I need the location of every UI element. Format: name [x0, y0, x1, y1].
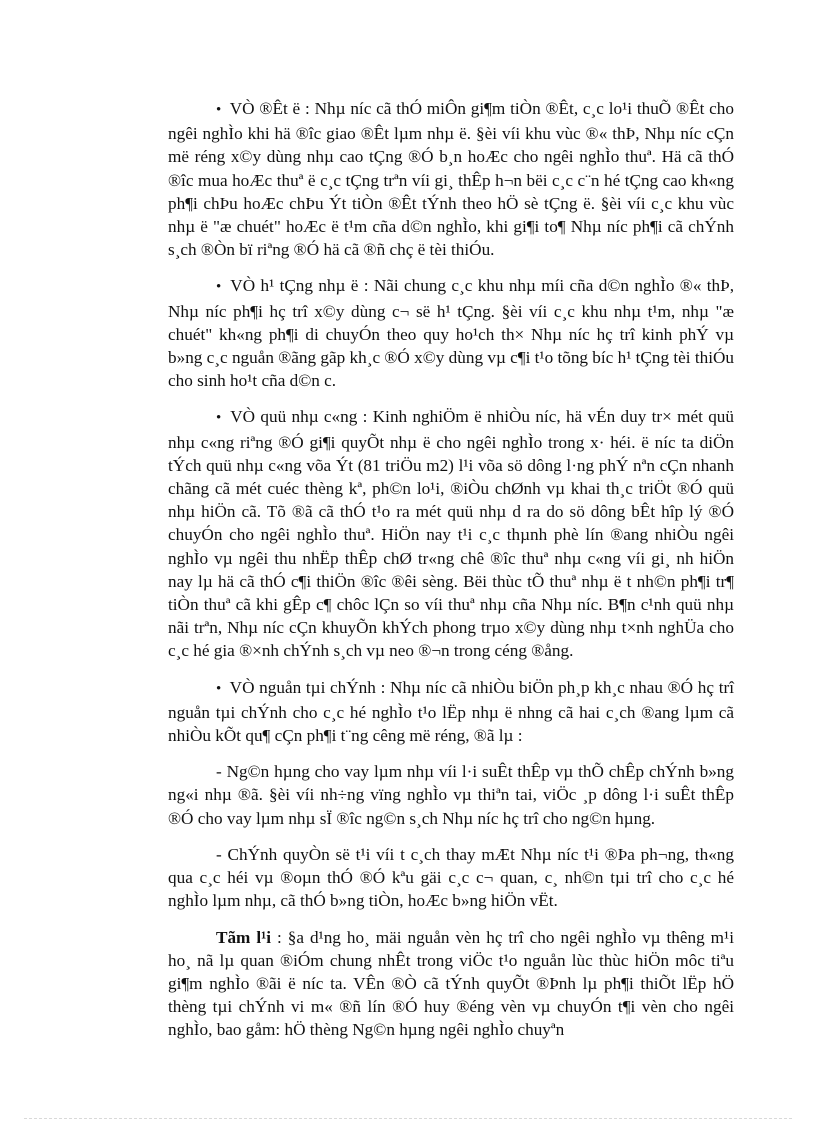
document-body: [168, 97, 734, 1055]
bullet-icon: •: [216, 279, 222, 296]
paragraph-text: VÒ h¹ tÇng nhµ ë : Nãi chung c¸c khu nhµ míi cña d©n nghÌo ®« thÞ, Nhµ níc ph¶i hç trî x©y dùng c¬ së h¹ tÇng. §èi víi c¸c khu nhµ t¹m, nhµ "æ chuét" kh«ng ph¶i di chuyÓn theo quy ho¹ch th× Nhµ níc hç trî kinh phÝ vµ b»ng c¸c nguån ®ãng gãp kh¸c ®Ó x©y dùng vµ c¶i t¹o tõng bíc h¹ tÇng tèi thiÓu cho sinh ho¹t cña d©n c.: [168, 276, 734, 391]
summary-label: Tãm l¹i: [216, 927, 272, 947]
paragraph-text: VÒ ®Êt ë : Nhµ níc cã thÓ miÔn gi¶m tiÒn ®Êt, c¸c lo¹i thuÕ ®Êt cho ngêi nghÌo khi hä ®îc giao ®Êt lµm nhµ ë. §èi víi khu vùc ®« thÞ, Nhµ níc cÇn më réng x©y dùng nhµ cao tÇng ®Ó b¸n hoÆc cho ngêi nghÌo thuª. Hä cã thÓ ®îc mua hoÆc thuª ë c¸c tÇng trªn víi gi¸ thÊp h¬n bëi c¸c c¨n hé tÇng cao kh«ng ph¶i chÞu hoÆc chÞu Ýt tiÒn ®Êt tÝnh theo hÖ sè tÇng ë. §èi víi c¸c khu vùc nhµ ë "æ chuét" hoÆc ë t¹m cña d©n nghÌo, khi gi¶i to¶ Nhµ níc ph¶i cã chÝnh s¸ch ®Òn bï riªng ®Ó hä cã ®ñ chç ë tèi thiÓu.: [168, 99, 734, 260]
page-bottom-divider: [24, 1118, 792, 1119]
paragraph-public-housing-fund: [168, 405, 734, 662]
paragraph-text: VÒ quü nhµ c«ng : Kinh nghiÖm ë nhiÒu níc, hä vÉn duy tr× mét quü nhµ c«ng riªng ®Ó gi¶i quyÕt nhµ ë cho ngêi nghÌo trong x· héi. ë níc ta diÖn tÝch quü nhµ c«ng võa Ýt (81 triÖu m2) l¹i võa sö dông l·ng phÝ nªn cÇn nhanh chãng cã mét cuéc thèng kª, ph©n lo¹i, ®iÒu chØnh vµ khai th¸c triÖt ®Ó quü nhµ hiÖn cã. Tõ ®ã cã thÓ t¹o ra mét quü nhµ d ra do sö dông bÊt hîp lý ®Ó chuyÓn cho ngêi nghÌo thuª. HiÖn nay t¹i c¸c thµnh phè lín ®ang nhiÒu ngêi nghÌo vµ ngêi thu nhËp thÊp chØ tr«ng chê ®îc thuª nhµ c«ng víi gi¸ nh hiÖn nay lµ hä cã thÓ c¶i thiÖn ®îc ®êi sèng. Bëi thùc tÕ thuª nhµ ë t nh©n ph¶i tr¶ tiÒn thuª cã khi gÊp c¶ chôc lÇn so víi thuª nhµ cña Nhµ níc. B¶n c¹nh quü nhµ nãi trªn, Nhµ níc cÇn khuyÕn khÝch phong trµo x©y dùng nhµ t×nh nghÜa cho c¸c hé gia ®×nh chÝnh s¸ch vµ neo ®¬n trong céng ®ång.: [168, 407, 734, 661]
paragraph-finance: [168, 676, 734, 748]
paragraph-summary: [168, 926, 734, 1042]
paragraph-infrastructure: [168, 274, 734, 392]
paragraph-bank-loans: [168, 760, 734, 830]
paragraph-local-government: [168, 843, 734, 913]
bullet-icon: •: [216, 410, 222, 427]
paragraph-text: VÒ nguån tµi chÝnh : Nhµ níc cã nhiÒu biÖn ph¸p kh¸c nhau ®Ó hç trî nguån tµi chÝnh cho c¸c hé nghÌo t¹o lËp nhµ ë nhng cã hai c¸ch ®ang lµm cã nhiÒu kÕt qu¶ cÇn ph¶i t¨ng cêng më réng, ®ã lµ :: [168, 677, 734, 746]
paragraph-land: [168, 97, 734, 261]
summary-text: : §a d¹ng ho¸ mäi nguån vèn hç trî cho ngêi nghÌo vµ thêng m¹i ho¸ nã lµ quan ®iÓm chung nhÊt trong viÖc t¹o nguån lùc thùc hiÖn môc tiªu gi¶m nghÌo ®ãi ë níc ta. VÊn ®Ò cã tÝnh quyÕt ®Þnh lµ ph¶i thiÕt lËp hÖ thèng tµi chÝnh vi m« ®ñ lín ®Ó huy ®éng vèn vµ chuyÓn t¶i vèn cho ngêi nghÌo, bao gåm: hÖ thèng Ng©n hµng ngêi nghÌo chuyªn: [168, 927, 734, 1040]
paragraph-text: - Ng©n hµng cho vay lµm nhµ víi l·i suÊt thÊp vµ thÕ chÊp chÝnh b»ng ng«i nhµ ®ã. §èi víi nh÷ng vïng nghÌo vµ thiªn tai, viÖc ¸p dông l·i suÊt thÊp ®Ó cho vay lµm nhµ sÏ ®îc ng©n s¸ch Nhµ níc hç trî cho ng©n hµng.: [168, 762, 734, 828]
bullet-icon: •: [216, 680, 222, 697]
bullet-icon: •: [216, 102, 222, 118]
paragraph-text: - ChÝnh quyÒn së t¹i víi t c¸ch thay mÆt Nhµ níc t¹i ®Þa ph¬ng, th«ng qua c¸c héi vµ ®oµn thÓ ®Ó kªu gäi c¸c c¬ quan, c¸ nh©n tµi trî cho c¸c hé nghÌo lµm nhµ, cã thÓ b»ng tiÒn, hoÆc b»ng hiÖn vËt.: [168, 844, 734, 911]
